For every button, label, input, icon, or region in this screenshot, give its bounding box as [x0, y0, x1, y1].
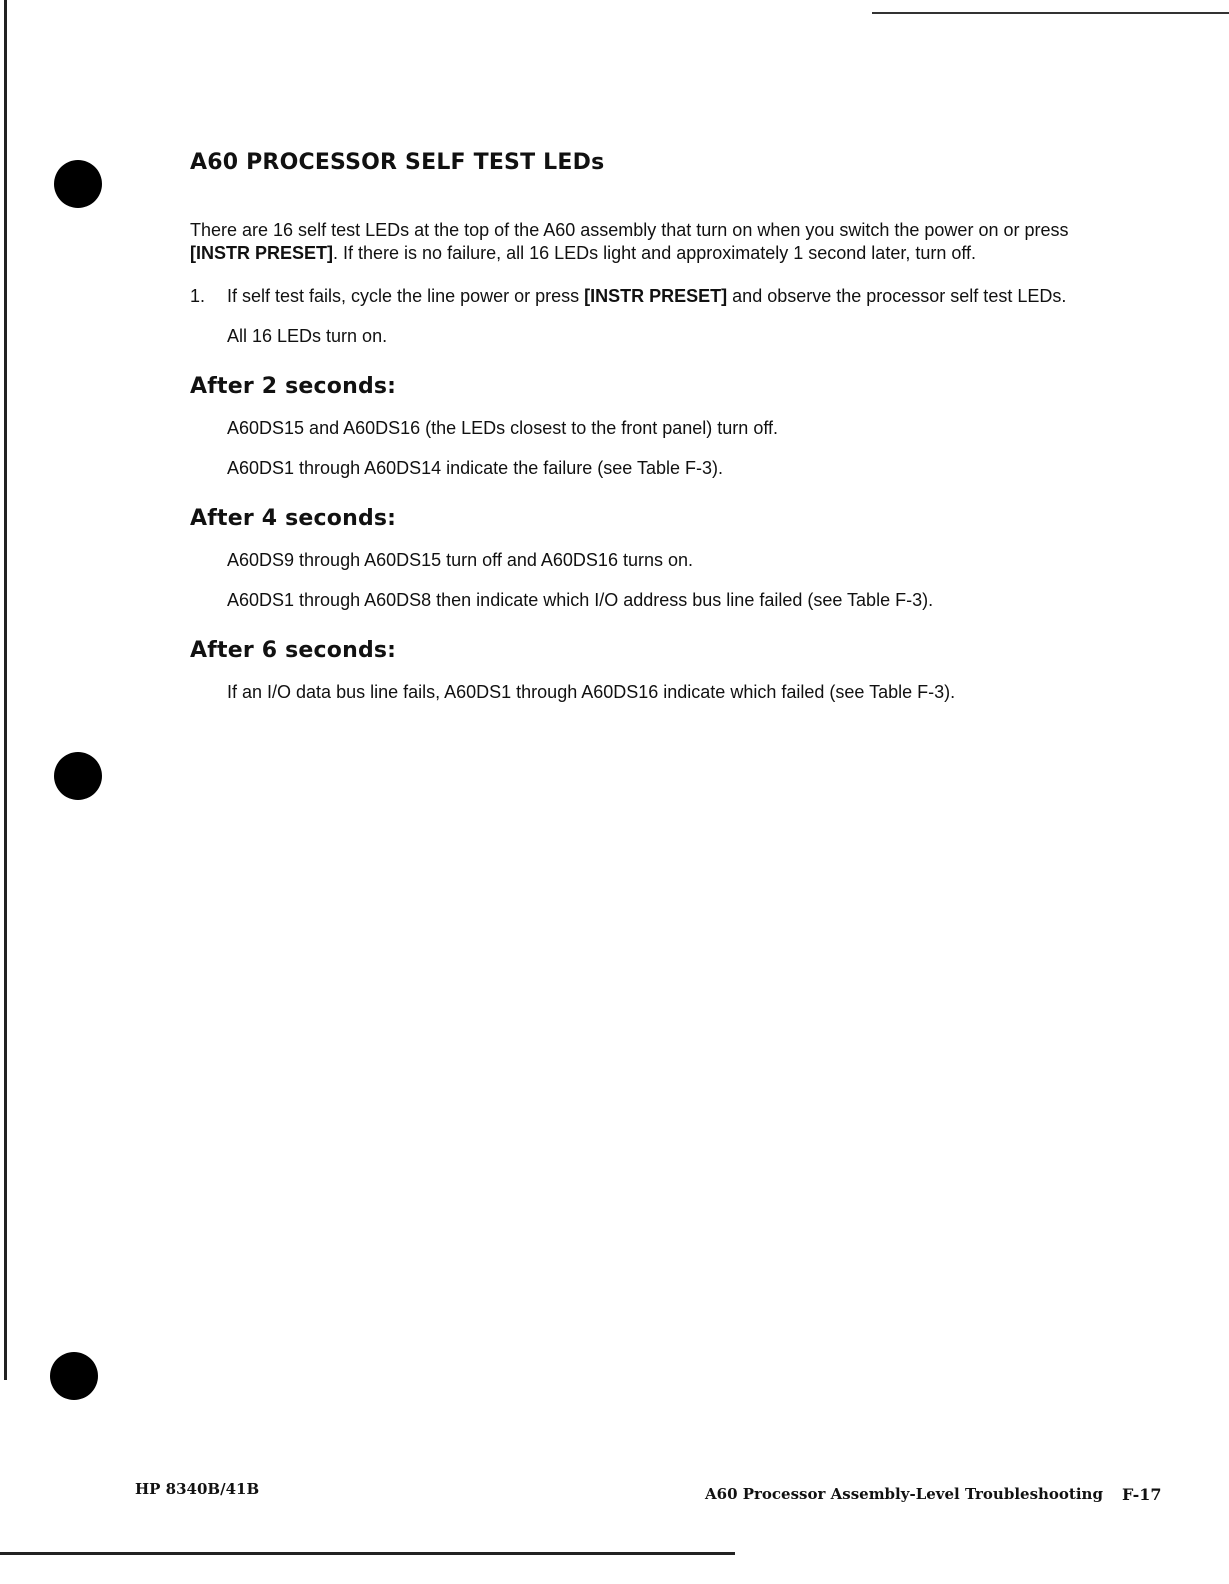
binder-hole-middle	[54, 752, 102, 800]
step-1-followup: All 16 LEDs turn on.	[227, 326, 388, 346]
step-text	[227, 285, 1110, 308]
page-title: A60 PROCESSOR SELF TEST LEDs	[190, 150, 605, 175]
binder-hole-top	[54, 160, 102, 208]
section-heading-2s: After 2 seconds:	[190, 374, 397, 399]
section-4s-paragraph-1: A60DS9 through A60DS15 turn off and A60DS16 turns on.	[227, 550, 693, 570]
step-number: 1.	[190, 286, 206, 306]
section-2s-paragraph-2: A60DS1 through A60DS14 indicate the failure (see Table F-3).	[227, 458, 723, 478]
top-header-rule	[872, 12, 1229, 14]
section-4s-paragraph-2: A60DS1 through A60DS8 then indicate which I/O address bus line failed (see Table F-3).	[227, 590, 934, 610]
footer-page-number: F-17	[1122, 1485, 1162, 1504]
step-text-2: and observe the processor self test LEDs.	[727, 286, 1067, 306]
left-margin-rule	[4, 0, 7, 1380]
footer-section-title: A60 Processor Assembly-Level Troubleshooting	[705, 1485, 1103, 1503]
step-text-1: If self test fails, cycle the line power or press	[227, 286, 585, 306]
section-heading-6s: After 6 seconds:	[190, 638, 397, 663]
intro-paragraph	[190, 219, 1110, 265]
bottom-footer-rule	[0, 1552, 735, 1555]
main-content	[190, 150, 1110, 704]
instr-preset-key: [INSTR PRESET]	[190, 243, 334, 263]
footer-model: HP 8340B/41B	[135, 1480, 260, 1498]
step-1	[190, 285, 1110, 308]
section-heading-4s: After 4 seconds:	[190, 506, 397, 531]
section-6s-paragraph-1: If an I/O data bus line fails, A60DS1 through A60DS16 indicate which failed (see Table F-3).	[227, 682, 956, 702]
section-2s-paragraph-1: A60DS15 and A60DS16 (the LEDs closest to the front panel) turn off.	[227, 418, 779, 438]
intro-text-2: . If there is no failure, all 16 LEDs light and approximately 1 second later, turn off.	[333, 243, 977, 263]
instr-preset-key-step: [INSTR PRESET]	[584, 286, 728, 306]
intro-text-1: There are 16 self test LEDs at the top of the A60 assembly that turn on when you switch the power on or press	[190, 220, 1069, 240]
binder-hole-bottom	[50, 1352, 98, 1400]
